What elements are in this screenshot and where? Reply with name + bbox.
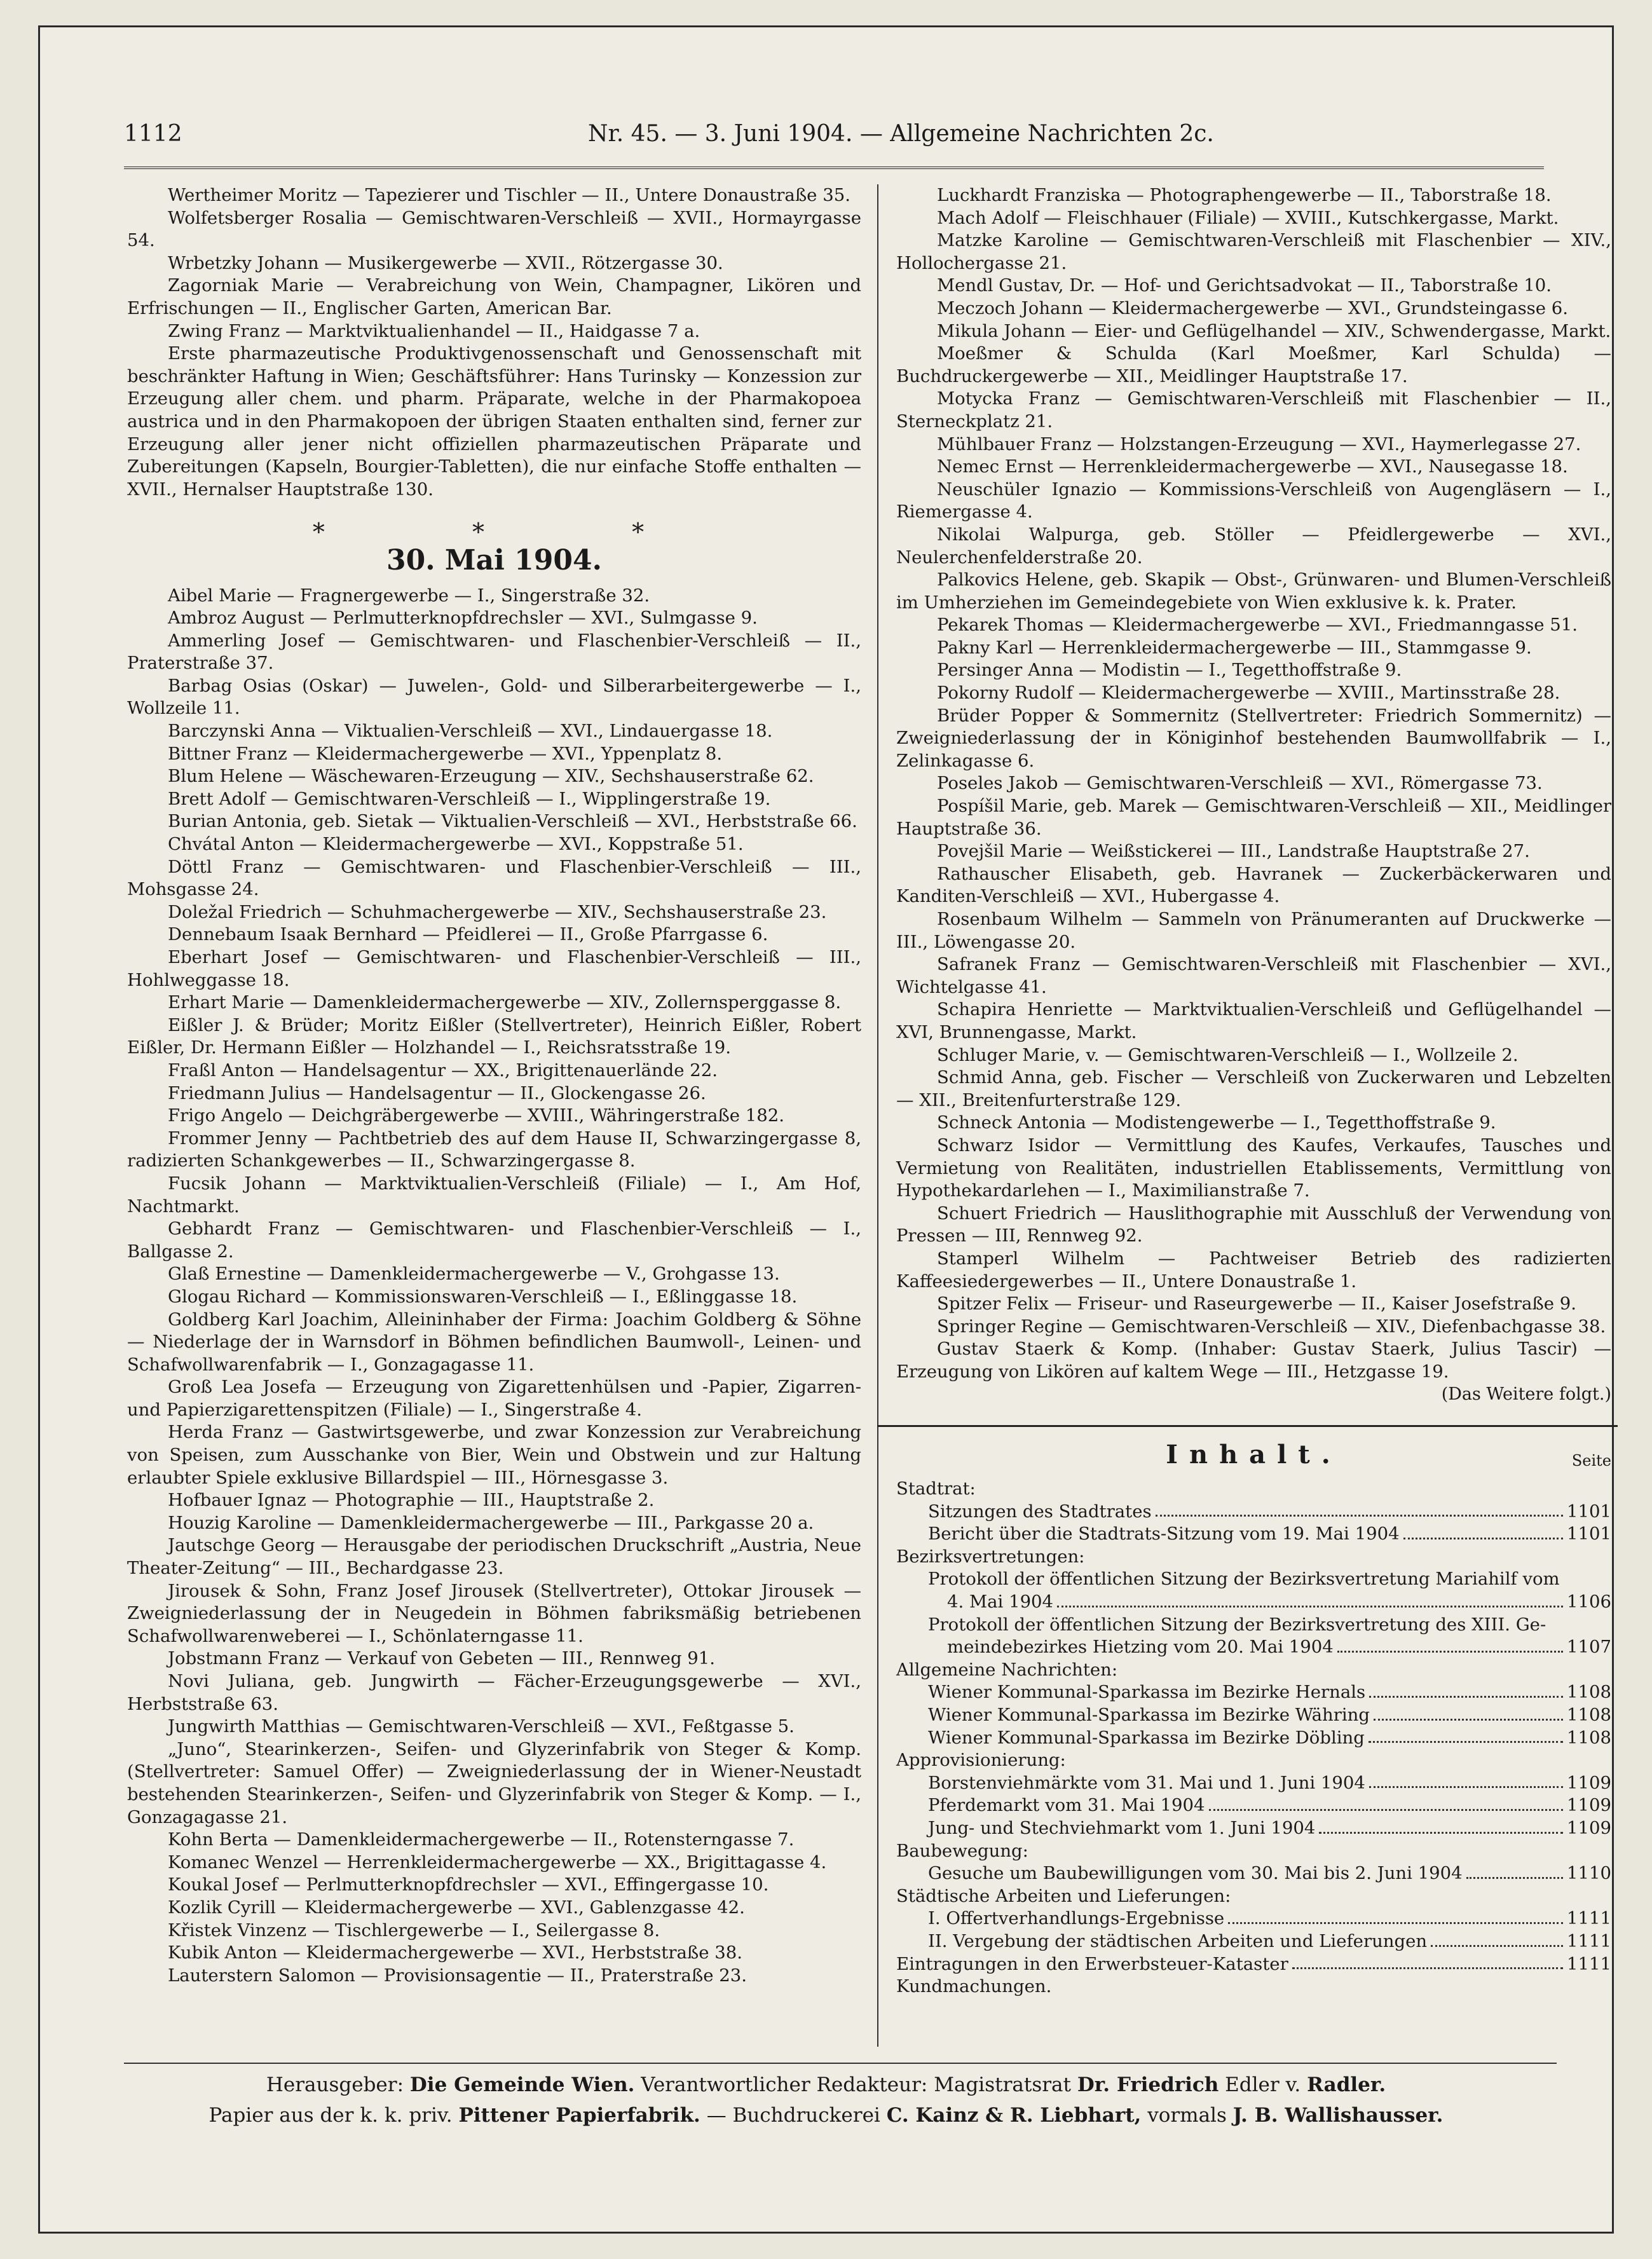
list-item: Frommer Jenny — Pachtbetrieb des auf dem Hause II, Schwarzingergasse 8, radizierten Schankgewerbes — II., Schwarzingergasse 8. <box>127 1128 861 1171</box>
toc-leader <box>1319 1817 1563 1834</box>
imprint-paper: Pittener Papierfabrik. <box>458 2104 700 2127</box>
list-item: Groß Lea Josefa — Erzeugung von Zigarettenhülsen und -Papier, Zigarren- und Papierzigarettenspitzen (Filiale) — I., Singerstraße 4. <box>127 1377 861 1420</box>
list-item: Ammerling Josef — Gemischtwaren- und Flaschenbier-Verschleiß — II., Praterstraße 37. <box>127 630 861 674</box>
list-item: Frigo Angelo — Deichgräbergewerbe — XVIII., Währingerstraße 182. <box>168 1105 785 1126</box>
imprint-editor-label: Verantwortlicher Redakteur: Magistratsrat <box>641 2073 1071 2096</box>
list-item: Novi Juliana, geb. Jungwirth — Fächer-Erzeugungsgewerbe — XVI., Herbststraße 63. <box>127 1671 861 1714</box>
toc-section-title: Kundmachungen. <box>896 1976 1052 1997</box>
toc-leader <box>1228 1908 1563 1924</box>
list-item: Moeßmer & Schulda (Karl Moeßmer, Karl Schulda) — Buchdruckergewerbe — XII., Meidlinger Hauptstraße 17. <box>896 343 1611 386</box>
toc-entry-text: Wiener Kommunal-Sparkassa im Bezirke Döbling <box>928 1727 1365 1748</box>
list-item: Chvátal Anton — Kleidermachergewerbe — XVI., Koppstraße 51. <box>168 834 744 855</box>
toc-entry-text: Protokoll der öffentlichen Sitzung der Bezirksvertretung Mariahilf vom <box>928 1569 1560 1590</box>
list-item: Safranek Franz — Gemischtwaren-Verschleiß mit Flaschenbier — XVI., Wichtelgasse 41. <box>896 954 1611 997</box>
imprint-paper-label: Papier aus der k. k. priv. <box>208 2104 453 2127</box>
list-item: Poseles Jakob — Gemischtwaren-Verschleiß — XVI., Römergasse 73. <box>937 773 1543 794</box>
footer-rule <box>124 2063 1557 2064</box>
toc-entry <box>928 1727 1611 1750</box>
list-item: „Juno“, Stearinkerzen-, Seifen- und Glyzerinfabrik von Steger & Komp. (Stellvertreter: Samuel Offer) — Zweigniederlassung der in Wiener-Neustadt bestehenden Stearinkerzen-, Seifen- und Glyzerinfabrik von Steger & Komp. — I., Gonzagagasse 21. <box>127 1738 861 1827</box>
toc-leader <box>1466 1862 1563 1879</box>
toc-header <box>896 1440 1611 1478</box>
list-item: Glogau Richard — Kommissionswaren-Verschleiß — I., Eßlinggasse 18. <box>168 1286 798 1307</box>
toc-entry-text: Sitzungen des Stadtrates <box>928 1501 1152 1522</box>
list-item: Döttl Franz — Gemischtwaren- und Flaschenbier-Verschleiß — III., Mohsgasse 24. <box>127 856 861 900</box>
toc-page: 1111 <box>1567 1953 1611 1974</box>
list-item: Pakny Karl — Herrenkleidermachergewerbe — III., Stammgasse 9. <box>937 637 1532 658</box>
toc-entry <box>928 1817 1611 1840</box>
imprint-prefix: Herausgeber: <box>266 2073 404 2096</box>
continued-note: (Das Weitere folgt.) <box>1441 1384 1611 1405</box>
toc-section-heading <box>896 1749 1611 1772</box>
list-item: Blum Helene — Wäschewaren-Erzeugung — XIV., Sechshauserstraße 62. <box>168 766 814 787</box>
list-item: Hofbauer Ignaz — Photographie — III., Hauptstraße 2. <box>168 1490 655 1511</box>
imprint-printer-former: J. B. Wallishausser. <box>1232 2104 1444 2127</box>
imprint-editor-title: Edler v. <box>1225 2073 1301 2096</box>
list-item: Mühlbauer Franz — Holzstangen-Erzeugung — XVI., Haymerlegasse 27. <box>937 433 1581 454</box>
list-item: Spitzer Felix — Friseur- und Raseurgewerbe — II., Kaiser Josefstraße 9. <box>937 1293 1577 1314</box>
list-item: Jirousek & Sohn, Franz Josef Jirousek (Stellvertreter), Ottokar Jirousek — Zweigniederlassung der in Neugedein in Böhmen fabriksmäßig betriebenen Schafwollwarenweberei — I., Schönlaterngasse 11. <box>127 1580 861 1646</box>
list-item: Lauterstern Salomon — Provisionsagentie — II., Praterstraße 23. <box>168 1965 747 1986</box>
list-item: Dennebaum Isaak Bernhard — Pfeidlerei — II., Große Pfarrgasse 6. <box>168 924 768 945</box>
list-item: Mendl Gustav, Dr. — Hof- und Gerichtsadvokat — II., Taborstraße 10. <box>937 275 1552 296</box>
toc-page: 1109 <box>1567 1772 1611 1793</box>
toc-section-title: Städtische Arbeiten und Lieferungen: <box>896 1885 1231 1906</box>
list-item: Koukal Josef — Perlmutterknopfdrechsler — XVI., Effingergasse 10. <box>168 1874 769 1895</box>
toc-page: 1111 <box>1567 1908 1611 1929</box>
imprint-editor-name: Radler. <box>1307 2073 1386 2096</box>
toc-entry <box>928 1862 1611 1885</box>
toc-section-title: Allgemeine Nachrichten: <box>896 1659 1118 1680</box>
toc-leader <box>1369 1727 1563 1744</box>
toc-leader <box>1156 1501 1563 1517</box>
list-item: Gebhardt Franz — Gemischtwaren- und Flaschenbier-Verschleiß — I., Ballgasse 2. <box>127 1218 861 1262</box>
list-item: Houzig Karoline — Damenkleidermachergewerbe — III., Parkgasse 20 a. <box>168 1512 814 1533</box>
toc-entry-text: Bericht über die Stadtrats-Sitzung vom 19. Mai 1904 <box>928 1524 1400 1545</box>
list-item: Povejšil Marie — Weißstickerei — III., Landstraße Hauptstraße 27. <box>937 841 1530 862</box>
list-item: Schwarz Isidor — Vermittlung des Kaufes, Verkaufes, Tausches und Vermietung von Realitäten, industriellen Etablissements, Vermittlung von Hypothekardarlehen — I., Maximilianstraße 7. <box>896 1135 1611 1201</box>
list-item: Rathauscher Elisabeth, geb. Havranek — Zuckerbäckerwaren und Kanditen-Verschleiß — XVI., Hubergasse 4. <box>896 863 1611 907</box>
list-item: Friedmann Julius — Handelsagentur — II., Glockengasse 26. <box>168 1082 706 1103</box>
toc-entry <box>928 1772 1611 1795</box>
toc-entry-text: Gesuche um Baubewilligungen vom 30. Mai bis 2. Juni 1904 <box>928 1863 1463 1884</box>
toc-entry <box>928 1568 1611 1591</box>
list-item: Schapira Henriette — Marktviktualien-Verschleiß und Geflügelhandel — XVI, Brunnengasse, Markt. <box>896 999 1611 1042</box>
left-entries-main <box>127 585 861 1988</box>
list-item: Pokorny Rudolf — Kleidermachergewerbe — XVIII., Martinsstraße 28. <box>937 683 1560 704</box>
toc-page: 1108 <box>1567 1682 1611 1703</box>
list-item: Persinger Anna — Modistin — I., Tegetthoffstraße 9. <box>937 660 1402 681</box>
list-item: Neuschüler Ignazio — Kommissions-Verschleiß von Augengläsern — I., Riemergasse 4. <box>896 479 1611 522</box>
list-item: Mach Adolf — Fleischhauer (Filiale) — XVIII., Kutschkergasse, Markt. <box>937 207 1559 228</box>
list-item: Erste pharmazeutische Produktivgenossenschaft und Genossenschaft mit beschränkter Haftung in Wien; Geschäftsführer: Hans Turinsky — Konzession zur Erzeugung aller chem. und pharm. Präparate, welche in der Pharmakopoea austrica und in den Pharmakopoen der übrigen Staaten enthalten sind, ferner zur Erzeugung aller jener nicht offiziellen pharmazeutischen Präparate und Zubereitungen (Kapseln, Bourgier-Tabletten), die nur einfache Stoffe enthalten — XVII., Hernalser Hauptstraße 130. <box>127 343 861 500</box>
list-item: Kohn Berta — Damenkleidermachergewerbe — II., Rotensterngasse 7. <box>168 1829 795 1850</box>
toc-entry-text: Protokoll der öffentlichen Sitzung der Bezirksvertretung des XIII. Ge- <box>928 1614 1546 1635</box>
list-item: Jobstmann Franz — Verkauf von Gebeten — III., Rennweg 91. <box>168 1648 716 1669</box>
list-item: Zwing Franz — Marktviktualienhandel — II., Haidgasse 7 a. <box>168 320 700 341</box>
toc-section-title: Approvisionierung: <box>896 1750 1066 1771</box>
toc-leader <box>1292 1953 1563 1970</box>
running-title: Nr. 45. — 3. Juni 1904. — Allgemeine Nachrichten 2c. <box>588 121 1214 147</box>
page-number: 1112 <box>124 121 182 147</box>
toc-entry-text: II. Vergebung der städtischen Arbeiten und Lieferungen <box>928 1930 1428 1951</box>
section-stars: * * * <box>312 518 714 547</box>
toc-leader <box>1369 1681 1563 1698</box>
imprint-printer-label: — Buchdruckerei <box>706 2104 880 2127</box>
list-item: Palkovics Helene, geb. Skapik — Obst-, Grünwaren- und Blumen-Verschleiß im Umherziehen im Gemeindegebiete von Wien exklusive k. k. Prater. <box>896 570 1611 613</box>
column-divider <box>877 184 878 2047</box>
toc-entry <box>928 1908 1611 1930</box>
toc-page: 1111 <box>1567 1930 1611 1951</box>
toc-section-heading <box>896 1659 1611 1682</box>
list-item: Pekarek Thomas — Kleidermachergewerbe — XVI., Friedmanngasse 51. <box>937 615 1578 636</box>
toc-entry <box>928 1930 1611 1953</box>
left-column <box>127 184 861 1987</box>
list-item: Nemec Ernst — Herrenkleidermachergewerbe — XVI., Nausegasse 18. <box>937 456 1568 477</box>
list-item: Jungwirth Matthias — Gemischtwaren-Verschleiß — XVI., Feßtgasse 5. <box>168 1716 795 1737</box>
list-item: Gustav Staerk & Komp. (Inhaber: Gustav Staerk, Julius Tascir) — Erzeugung von Likören auf kaltem Wege — III., Hetzgasse 19. <box>896 1339 1611 1382</box>
toc-leader <box>1403 1523 1563 1539</box>
header-rule <box>124 167 1544 169</box>
toc-page: 1106 <box>1567 1592 1611 1613</box>
toc-page: 1109 <box>1567 1795 1611 1816</box>
toc-entry-text: I. Offertverhandlungs-Ergebnisse <box>928 1908 1225 1929</box>
list-item: Eißler J. & Brüder; Moritz Eißler (Stellvertreter), Heinrich Eißler, Robert Eißler, Dr. Hermann Eißler — Holzhandel — I., Reichsratsstraße 19. <box>127 1014 861 1058</box>
list-item: Fraßl Anton — Handelsagentur — XX., Brigittenauerlände 22. <box>168 1060 718 1081</box>
toc-page-label: Seite <box>1571 1452 1611 1470</box>
table-of-contents <box>896 1478 1611 1998</box>
imprint-line-2 <box>0 2104 1652 2127</box>
list-item: Brüder Popper & Sommernitz (Stellvertreter: Friedrich Sommernitz) — Zweigniederlassung der in Königinhof bestehenden Baumwollfabrik — I., Zelinkagasse 6. <box>896 705 1611 771</box>
list-item: Zagorniak Marie — Verabreichung von Wein, Champagner, Likören und Erfrischungen — II., Englischer Garten, American Bar. <box>127 275 861 318</box>
list-item: Burian Antonia, geb. Sietak — Viktualien-Verschleiß — XVI., Herbststraße 66. <box>168 811 857 832</box>
date-heading: 30. Mai 1904. <box>386 543 602 577</box>
list-item: Kozlik Cyrill — Kleidermachergewerbe — XVI., Gablenzgasse 42. <box>168 1897 745 1918</box>
imprint-publisher: Die Gemeinde Wien. <box>409 2073 635 2096</box>
list-item: Ambroz August — Perlmutterknopfdrechsler — XVI., Sulmgasse 9. <box>168 608 758 629</box>
list-item: Wertheimer Moritz — Tapezierer und Tischler — II., Untere Donaustraße 35. <box>168 185 850 205</box>
toc-section-title: Stadtrat: <box>896 1478 976 1499</box>
list-item: Eberhart Josef — Gemischtwaren- und Flaschenbier-Verschleiß — III., Hohlweggasse 18. <box>127 947 861 990</box>
toc-entry <box>928 1681 1611 1704</box>
list-item: Motycka Franz — Gemischtwaren-Verschleiß mit Flaschenbier — II., Sterneckplatz 21. <box>896 388 1611 432</box>
toc-page: 1101 <box>1567 1524 1611 1545</box>
toc-entry-continued <box>947 1636 1611 1659</box>
toc-entry-text: Wiener Kommunal-Sparkassa im Bezirke Hernals <box>928 1682 1366 1703</box>
list-item: Komanec Wenzel — Herrenkleidermachergewerbe — XX., Brigittagasse 4. <box>168 1852 827 1873</box>
toc-entry-text: 4. Mai 1904 <box>947 1592 1054 1613</box>
toc-entry <box>928 1614 1611 1637</box>
toc-page: 1107 <box>1567 1637 1611 1658</box>
imprint-editor: Dr. Friedrich <box>1077 2073 1219 2096</box>
right-column <box>896 184 1611 1998</box>
toc-leader <box>1369 1772 1563 1789</box>
toc-leader <box>1209 1794 1563 1811</box>
list-item: Schuert Friedrich — Hauslithographie mit Ausschluß der Verwendung von Pressen — III, Rennweg 92. <box>896 1203 1611 1246</box>
list-item: Barczynski Anna — Viktualien-Verschleiß — XVI., Lindauergasse 18. <box>168 721 773 742</box>
toc-page: 1110 <box>1567 1863 1611 1884</box>
left-entries-top <box>127 184 861 501</box>
right-entries <box>896 184 1611 1383</box>
toc-section-title: Eintragungen in den Erwerbsteuer-Kataster <box>896 1953 1288 1974</box>
toc-section-heading <box>896 1546 1611 1569</box>
list-item: Doležal Friedrich — Schuhmachergewerbe — XIV., Sechshauserstraße 23. <box>168 901 827 922</box>
list-item: Wrbetzky Johann — Musikergewerbe — XVII., Rötzergasse 30. <box>168 252 723 273</box>
list-item: Wolfetsberger Rosalia — Gemischtwaren-Verschleiß — XVII., Hormayrgasse 54. <box>127 207 861 251</box>
list-item: Brett Adolf — Gemischtwaren-Verschleiß — I., Wipplingerstraße 19. <box>168 788 771 809</box>
toc-entry-text: Jung- und Stechviehmarkt vom 1. Juni 1904 <box>928 1817 1316 1838</box>
list-item: Fucsik Johann — Marktviktualien-Verschleiß (Filiale) — I., Am Hof, Nachtmarkt. <box>127 1173 861 1217</box>
list-item: Meczoch Johann — Kleidermachergewerbe — XVI., Grundsteingasse 6. <box>937 297 1569 318</box>
toc-page: 1108 <box>1567 1727 1611 1748</box>
toc-title: Inhalt. <box>1166 1440 1342 1470</box>
list-item: Schluger Marie, v. — Gemischtwaren-Verschleiß — I., Wollzeile 2. <box>937 1044 1519 1065</box>
toc-section-title: Baubewegung: <box>896 1840 1028 1861</box>
list-item: Stamperl Wilhelm — Pachtweiser Betrieb des radizierten Kaffeesiedergewerbes — II., Untere Donaustraße 1. <box>896 1248 1611 1292</box>
toc-section-heading <box>896 1953 1611 1976</box>
toc-entry <box>928 1794 1611 1817</box>
imprint-line-1 <box>0 2073 1652 2096</box>
list-item: Goldberg Karl Joachim, Alleininhaber der Firma: Joachim Goldberg & Söhne — Niederlage der in Warnsdorf in Böhmen befindlichen Baumwoll-, Leinen- und Schafwollwarenfabrik — I., Gonzagagasse 11. <box>127 1309 861 1375</box>
toc-leader <box>1337 1636 1563 1653</box>
toc-entry <box>928 1501 1611 1524</box>
toc-leader <box>1374 1704 1563 1721</box>
list-item: Bittner Franz — Kleidermachergewerbe — XVI., Yppenplatz 8. <box>168 743 723 764</box>
list-item: Herda Franz — Gastwirtsgewerbe, und zwar Konzession zur Verabreichung von Speisen, zum Ausschanke von Bier, Wein und Obstwein und zur Haltung erlaubter Spiele exklusive Billardspiel — III., Hörnesgasse 3. <box>127 1422 861 1488</box>
toc-entry-text: meindebezirkes Hietzing vom 20. Mai 1904 <box>947 1637 1334 1658</box>
list-item: Luckhardt Franziska — Photographengewerbe — II., Taborstraße 18. <box>937 185 1552 205</box>
imprint-formerly: vormals <box>1147 2104 1227 2127</box>
toc-entry-text: Pferdemarkt vom 31. Mai 1904 <box>928 1795 1205 1816</box>
toc-entry-continued <box>947 1591 1611 1614</box>
list-item: Schmid Anna, geb. Fischer — Verschleiß von Zuckerwaren und Lebzelten — XII., Breitenfurterstraße 129. <box>896 1067 1611 1110</box>
toc-section-heading <box>896 1885 1611 1908</box>
toc-entry-text: Wiener Kommunal-Sparkassa im Bezirke Währing <box>928 1705 1370 1725</box>
list-item: Barbag Osias (Oskar) — Juwelen-, Gold- und Silberarbeitergewerbe — I., Wollzeile 11. <box>127 675 861 719</box>
page-header <box>124 121 1557 159</box>
toc-section-title: Bezirksvertretungen: <box>896 1546 1085 1567</box>
toc-separator <box>877 1425 1618 1427</box>
toc-entry <box>928 1523 1611 1546</box>
toc-section-heading <box>896 1840 1611 1863</box>
toc-page: 1109 <box>1567 1817 1611 1838</box>
toc-page: 1108 <box>1567 1705 1611 1725</box>
toc-section-heading <box>896 1976 1611 1998</box>
list-item: Kubik Anton — Kleidermachergewerbe — XVI., Herbststraße 38. <box>168 1942 742 1963</box>
list-item: Erhart Marie — Damenkleidermachergewerbe — XIV., Zollernsperggasse 8. <box>168 992 842 1013</box>
toc-leader <box>1431 1930 1563 1947</box>
list-item: Matzke Karoline — Gemischtwaren-Verschleiß mit Flaschenbier — XIV., Hollochergasse 21. <box>896 230 1611 273</box>
toc-entry-text: Borstenviehmärkte vom 31. Mai und 1. Juni 1904 <box>928 1772 1365 1793</box>
toc-section-heading <box>896 1478 1611 1501</box>
toc-leader <box>1057 1591 1563 1607</box>
list-item: Křistek Vinzenz — Tischlergewerbe — I., Seilergasse 8. <box>168 1920 660 1941</box>
list-item: Rosenbaum Wilhelm — Sammeln von Pränumeranten auf Druckwerke — III., Löwengasse 20. <box>896 909 1611 952</box>
list-item: Aibel Marie — Fragnergewerbe — I., Singerstraße 32. <box>168 585 650 606</box>
toc-entry <box>928 1704 1611 1727</box>
imprint-printer: C. Kainz & R. Liebhart, <box>886 2104 1142 2127</box>
list-item: Springer Regine — Gemischtwaren-Verschleiß — XIV., Diefenbachgasse 38. <box>937 1316 1606 1337</box>
list-item: Jautschge Georg — Herausgabe der periodischen Druckschrift „Austria, Neue Theater-Zeitung“ — III., Bechardgasse 23. <box>127 1535 861 1579</box>
list-item: Glaß Ernestine — Damenkleidermachergewerbe — V., Grohgasse 13. <box>168 1264 780 1285</box>
toc-page: 1101 <box>1567 1501 1611 1522</box>
list-item: Schneck Antonia — Modistengewerbe — I., Tegetthoffstraße 9. <box>937 1112 1496 1133</box>
list-item: Nikolai Walpurga, geb. Stöller — Pfeidlergewerbe — XVI., Neulerchenfelderstraße 20. <box>896 524 1611 568</box>
list-item: Mikula Johann — Eier- und Geflügelhandel — XIV., Schwendergasse, Markt. <box>937 320 1611 341</box>
list-item: Pospíšil Marie, geb. Marek — Gemischtwaren-Verschleiß — XII., Meidlinger Hauptstraße 36. <box>896 796 1611 839</box>
